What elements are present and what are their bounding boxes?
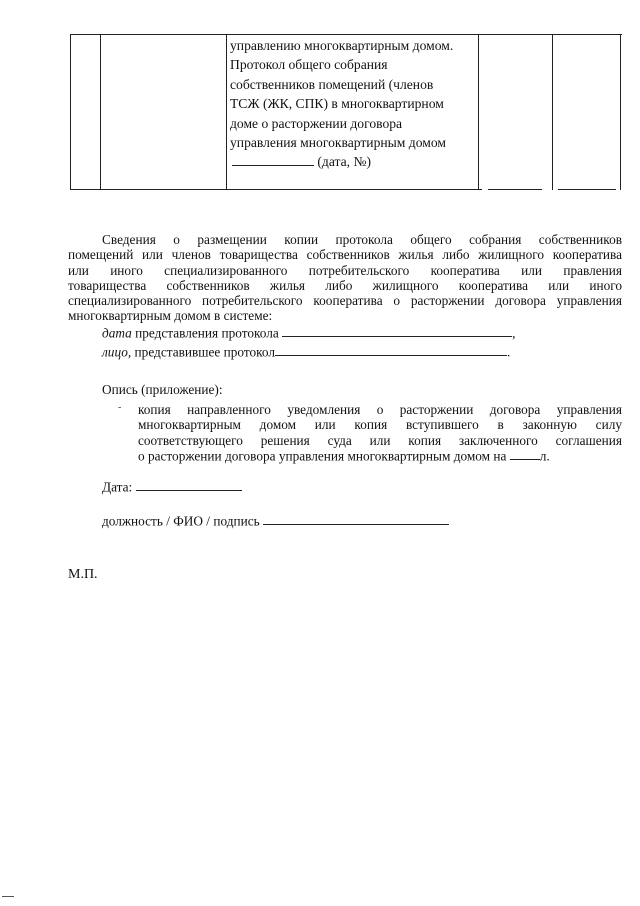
paragraph-line: товарищества собственников жилья либо жилищного кооператива или иного [68, 277, 622, 293]
item-line: копия направленного уведомления о расторжении договора управления [138, 402, 622, 417]
item-line: многоквартирным домом или копия вступившего в законную силу [138, 417, 622, 433]
table-col-divider-1 [100, 34, 101, 190]
cell-line: Протокол общего собрания [230, 57, 388, 73]
date-no-label: (дата, №) [317, 154, 371, 170]
paragraph-line: Сведения о размещении копии протокола общего собрания собственников [102, 232, 622, 247]
table-col-divider-4 [552, 34, 553, 190]
cell-line: доме о расторжении договора [230, 115, 403, 131]
submission-date-row [102, 325, 515, 341]
signature-date-field[interactable] [136, 479, 242, 491]
cell-line: управлению многоквартирным домом. [230, 38, 454, 53]
date-end: , [512, 325, 516, 341]
submission-date-field[interactable] [282, 325, 512, 337]
table-bottom-border-right [558, 189, 616, 190]
placement-info-paragraph [68, 232, 622, 324]
date-label: представления протокола [131, 325, 283, 341]
paragraph-line: или иного специализированного потребительского кооператива или правления [68, 262, 622, 278]
item-last-text: о расторжении договора управления многоквартирным домом на [138, 448, 507, 464]
date-no-row [230, 152, 475, 171]
signature-field[interactable] [263, 513, 449, 525]
table-bottom-border-mid [488, 189, 542, 190]
pages-suffix: л. [539, 448, 550, 464]
item-line-last [138, 448, 622, 464]
signature-position-row [102, 513, 449, 529]
submitter-row [102, 344, 510, 360]
submitter-field[interactable] [275, 344, 507, 356]
paragraph-line: помещений или членов товарищества собственников жилья либо жилищного кооператива [68, 247, 622, 263]
inventory-bullet: - [118, 402, 122, 413]
table-border-right [620, 34, 621, 190]
person-end: . [507, 344, 511, 360]
paragraph-line: специализированного потребительского кооператива о расторжении договора управления [68, 293, 622, 309]
inventory-title: Опись (приложение): [102, 382, 223, 397]
table-bottom-border [70, 189, 482, 190]
table-col-divider-2 [226, 34, 227, 190]
date-label-italic: дата [102, 325, 132, 341]
inventory-item [138, 402, 622, 463]
position-name-signature-label: должность / ФИО / подпись [102, 513, 260, 529]
pages-count-field[interactable] [510, 448, 540, 460]
protocol-table [0, 0, 640, 195]
table-col-divider-3 [478, 34, 479, 190]
stamp-place-label: М.П. [68, 567, 98, 582]
date-no-blank[interactable] [232, 154, 314, 167]
table-top-border [70, 34, 622, 35]
scan-artifact-mark [2, 896, 14, 897]
person-label-italic: лицо, [102, 344, 132, 360]
item-line: соответствующего решения суда или копия заключенного соглашения [138, 432, 622, 448]
cell-line: управления многоквартирным домом [230, 135, 446, 151]
signature-date-label: Дата: [102, 479, 133, 495]
table-border-left [70, 34, 71, 190]
person-label: представившее протокол [131, 344, 276, 360]
paragraph-line: многоквартирным домом в системе: [68, 308, 273, 324]
cell-line: собственников помещений (членов [230, 76, 434, 92]
protocol-cell-text [230, 36, 475, 172]
signature-date-row [102, 479, 242, 495]
cell-line: ТСЖ (ЖК, СПК) в многоквартирном [230, 96, 444, 112]
